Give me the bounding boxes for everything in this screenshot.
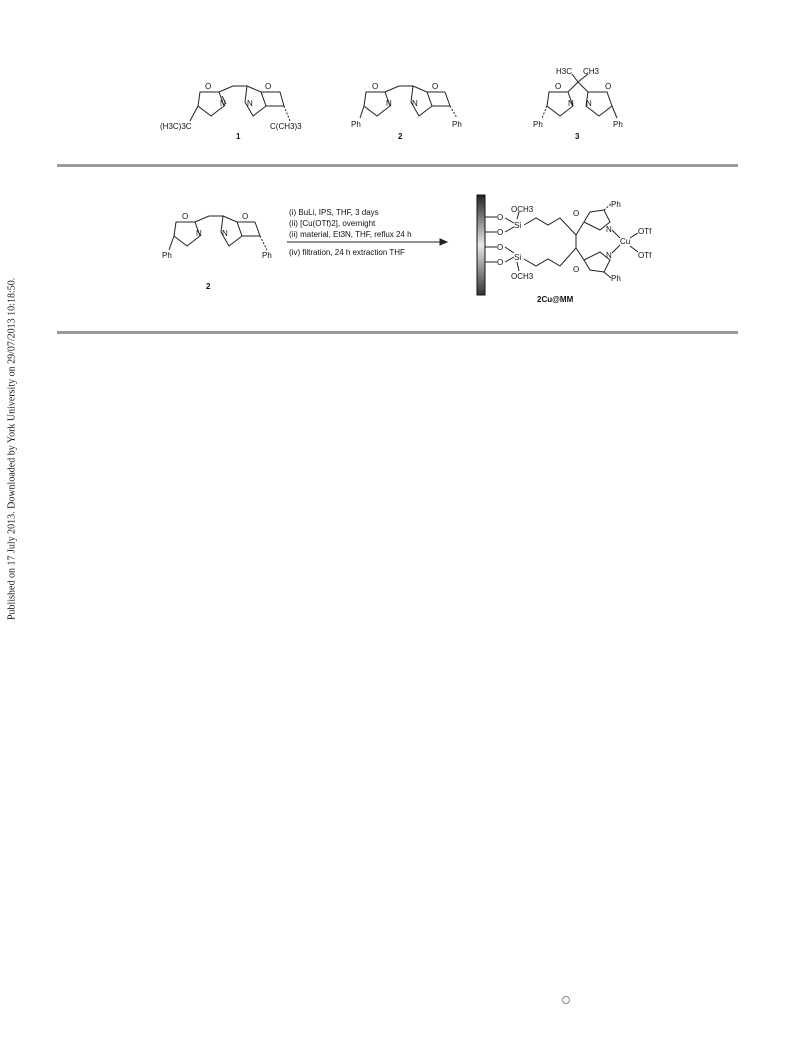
reactant-2-structure: [169, 216, 267, 250]
product-ring-o-bottom: O: [573, 265, 580, 274]
condition-4: (iv) filtration, 24 h extraction THF: [289, 248, 405, 257]
c3-bridge-right: CH3: [583, 67, 600, 76]
c3-sub-right: Ph: [613, 120, 623, 129]
c1-sub-left: (H3C)3C: [160, 122, 192, 131]
reaction-arrow: [287, 239, 447, 245]
c1-ring-n-right: N: [247, 99, 253, 108]
c3-number: 3: [575, 132, 580, 141]
product-si-bottom: Si: [514, 253, 522, 262]
c3-ring-o-left: O: [555, 82, 562, 91]
c1-number: 1: [236, 132, 241, 141]
c3-bridge-left: H3C: [556, 67, 573, 76]
c2-ring-o-right: O: [432, 82, 439, 91]
product-och3-top: OCH3: [511, 205, 534, 214]
r2-sub-right: Ph: [262, 251, 272, 260]
c1-ring-n-left: N: [220, 99, 226, 108]
c2-ring-n-right: N: [412, 99, 418, 108]
r2-ring-n-right: N: [222, 229, 228, 238]
product-n-top: N: [606, 225, 612, 234]
product-ring-o-top: O: [573, 209, 580, 218]
product-o-2: O: [497, 228, 504, 237]
c2-number: 2: [398, 132, 403, 141]
scheme-divider-top: [57, 164, 738, 167]
condition-3: (ii) material, Et3N, THF, reflux 24 h: [289, 230, 412, 239]
c3-sub-left: Ph: [533, 120, 543, 129]
product-ph-bottom: Ph: [611, 274, 621, 283]
c1-ring-o-left: O: [205, 82, 212, 91]
compound-3-structure: [542, 74, 617, 118]
r2-sub-left: Ph: [162, 251, 172, 260]
product-o-4: O: [497, 258, 504, 267]
publication-note: Published on 17 July 2013. Downloaded by York University on 29/07/2013 10:18:50.: [6, 277, 18, 620]
compound-1-structure: [190, 86, 290, 121]
product-n-bottom: N: [606, 251, 612, 260]
c2-sub-right: Ph: [452, 120, 462, 129]
c1-sub-right: C(CH3)3: [270, 122, 302, 131]
product-si-top: Si: [514, 221, 522, 230]
condition-1: (i) BuLi, IPS, THF, 3 days: [289, 208, 379, 217]
r2-number: 2: [206, 282, 211, 291]
c3-ring-n-right: N: [586, 99, 592, 108]
product-o-1: O: [497, 213, 504, 222]
c3-ring-n-left: N: [568, 99, 574, 108]
scheme-divider-bottom: [57, 331, 738, 334]
c1-ring-o-right: O: [265, 82, 272, 91]
c2-ring-o-left: O: [372, 82, 379, 91]
c3-ring-o-right: O: [605, 82, 612, 91]
product-och3-bottom: OCH3: [511, 272, 534, 281]
product-ph-top: Ph: [611, 200, 621, 209]
r2-ring-n-left: N: [196, 229, 202, 238]
r2-ring-o-left: O: [182, 212, 189, 221]
r2-ring-o-right: O: [242, 212, 249, 221]
product-label: 2Cu@MM: [537, 295, 574, 304]
page-marker-circle: [562, 996, 570, 1004]
c2-sub-left: Ph: [351, 120, 361, 129]
c2-ring-n-left: N: [386, 99, 392, 108]
product-o-3: O: [497, 243, 504, 252]
condition-2: (ii) [Cu(OTf)2], overnight: [289, 219, 376, 228]
product-otf-1: OTf: [638, 227, 652, 236]
product-cu: Cu: [620, 237, 631, 246]
product-otf-2: OTf: [638, 251, 652, 260]
